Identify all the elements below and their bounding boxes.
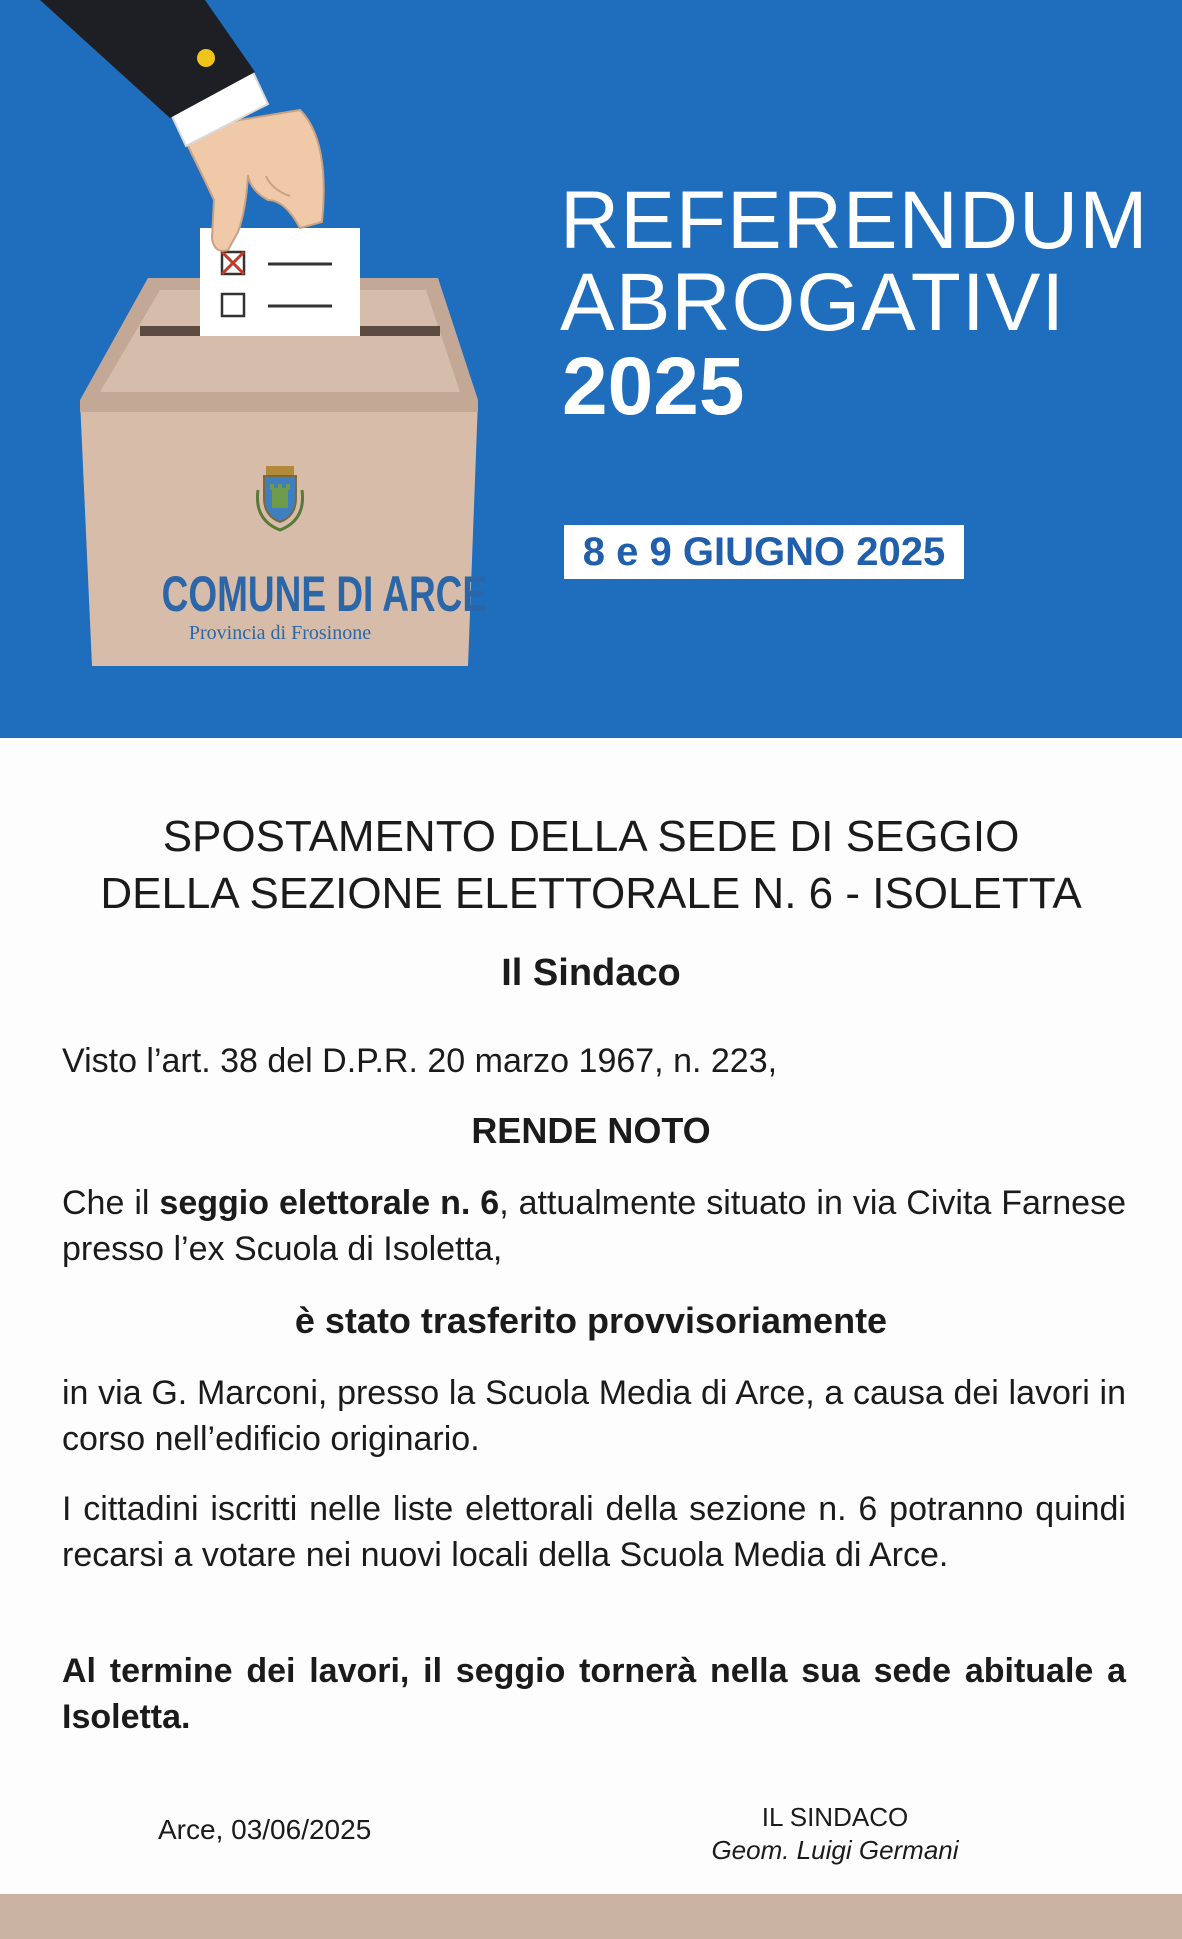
hero-banner bbox=[0, 0, 1182, 738]
bottom-strip bbox=[0, 1894, 1182, 1939]
place-date: Arce, 03/06/2025 bbox=[158, 1814, 372, 1845]
notice-heading-line1: SPOSTAMENTO DELLA SEDE DI SEGGIO bbox=[162, 812, 1020, 861]
referendum-title-line1: REFERENDUM bbox=[560, 175, 1149, 266]
p1-prefix: Che il bbox=[62, 1184, 160, 1222]
referendum-title bbox=[560, 175, 1149, 348]
notice-paragraph-3: I cittadini iscritti nelle liste elettorali della sezione n. 6 potranno quindi recarsi a votare nei nuovi locali della Scuola Media di Arce. bbox=[62, 1490, 1126, 1574]
cufflink-icon bbox=[197, 49, 215, 67]
comune-province: Provincia di Frosinone bbox=[188, 622, 372, 644]
p1-suffix: , attualmente situato in via Civita Farnese presso l’ex Scuola di Isoletta, bbox=[62, 1184, 1126, 1268]
signature-name: Geom. Luigi Germani bbox=[711, 1835, 959, 1865]
rende-noto-label: RENDE NOTO bbox=[471, 1110, 711, 1151]
issuer-label: Il Sindaco bbox=[501, 952, 681, 994]
comune-name: COMUNE DI ARCE bbox=[161, 566, 488, 622]
referendum-title-line2: ABROGATIVI bbox=[560, 257, 1066, 348]
notice-paragraph-4: Al termine dei lavori, il seggio tornerà nella sua sede abituale a Isoletta. bbox=[62, 1652, 1126, 1736]
coat-of-arms-icon bbox=[257, 466, 302, 530]
p1-bold: seggio elettorale n. 6 bbox=[159, 1184, 500, 1222]
signature-title: IL SINDACO bbox=[761, 1802, 909, 1832]
date-badge: 8 e 9 GIUGNO 2025 bbox=[564, 525, 964, 579]
notice-paragraph-1 bbox=[62, 1180, 1126, 1272]
transfer-notice: è stato trasferito provvisoriamente bbox=[294, 1300, 888, 1341]
referendum-year: 2025 bbox=[562, 341, 745, 432]
notice-paragraph-2: in via G. Marconi, presso la Scuola Media di Arce, a causa dei lavori in corso nell’edificio originario. bbox=[62, 1374, 1126, 1458]
legal-reference: Visto l’art. 38 del D.P.R. 20 marzo 1967, n. 223, bbox=[62, 1042, 778, 1080]
notice-heading-line2: DELLA SEZIONE ELETTORALE N. 6 - ISOLETTA bbox=[100, 869, 1082, 918]
